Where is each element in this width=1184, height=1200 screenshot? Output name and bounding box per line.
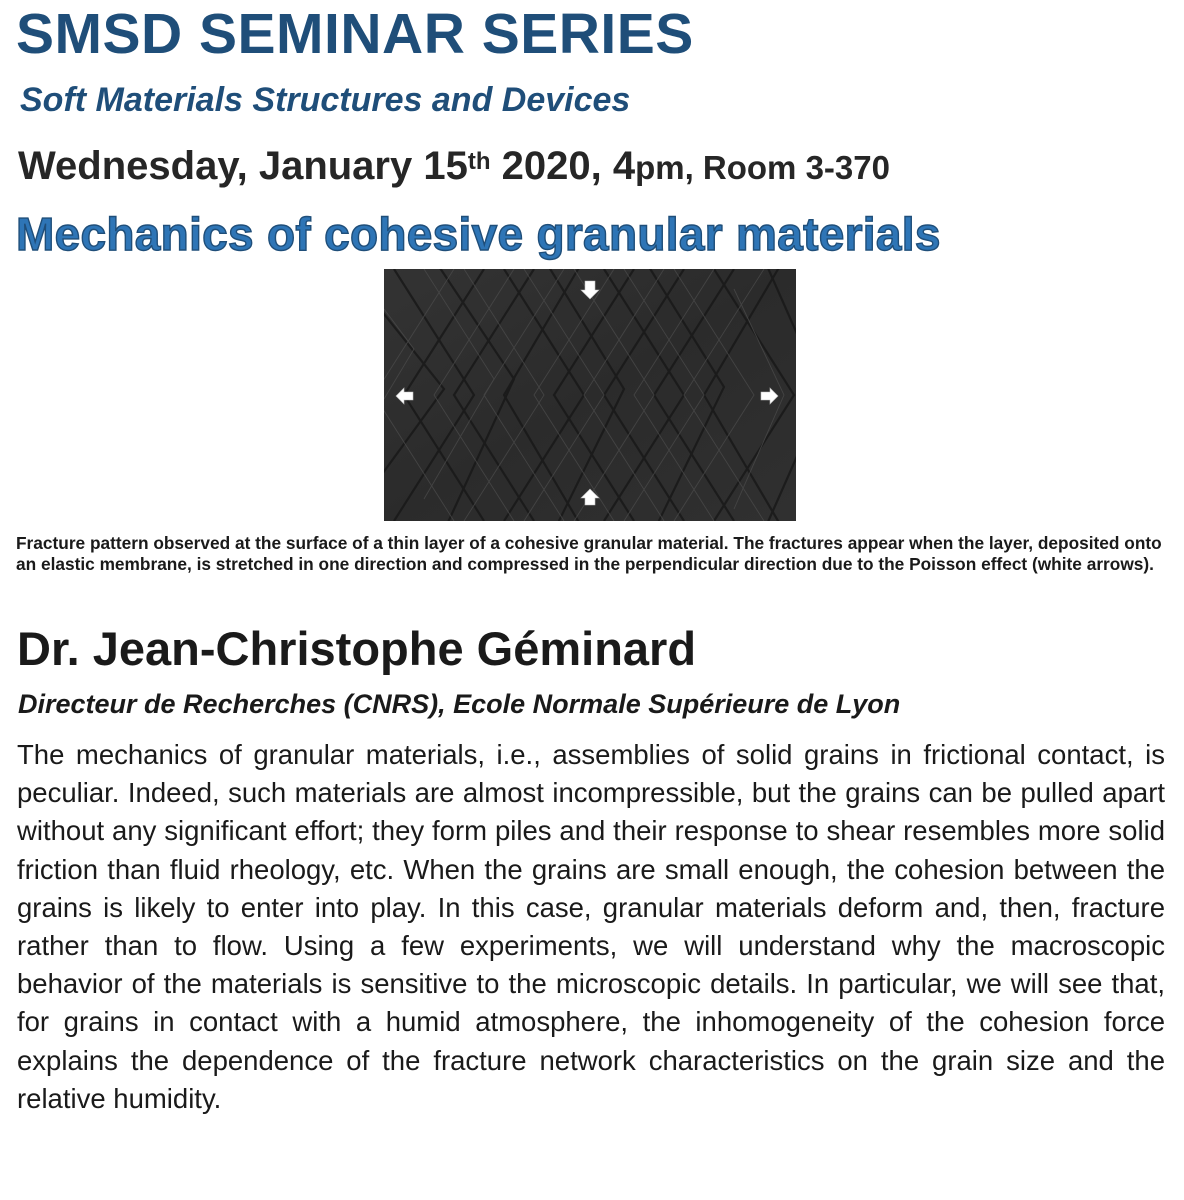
talk-title: Mechanics of cohesive granular materials (16, 208, 941, 260)
date-year-time: 2020, 4 (490, 144, 636, 188)
speaker-affiliation: Directeur de Recherches (CNRS), Ecole Normale Supérieure de Lyon (18, 689, 901, 719)
series-title: SMSD SEMINAR SERIES (16, 2, 694, 66)
date-ordinal: th (467, 148, 491, 175)
date-pm-room: pm, Room 3-370 (635, 149, 890, 186)
speaker-name: Dr. Jean-Christophe Géminard (17, 622, 697, 675)
fracture-pattern-image (384, 269, 796, 521)
series-subtitle: Soft Materials Structures and Devices (20, 81, 631, 119)
abstract-text: The mechanics of granular materials, i.e., assemblies of solid grains in frictional contact, is peculiar. Indeed, such materials are almost incompressible, but the grains can be pulled apart without any significant effort; they form piles and their response to shear resembles more solid friction than fluid rheology, etc. When the grains are small enough, the cohesion between the grains is likely to enter into play. In this case, granular materials deform and, then, fracture rather than to flow. Using a few experiments, we will understand why the macroscopic behavior of the materials is sensitive to the microscopic details. In particular, we will see that, for grains in contact with a humid atmosphere, the inhomogeneity of the cohesion force explains the dependence of the fracture network characteristics on the grain size and the relative humidity. (17, 739, 1165, 1114)
date-weekday: Wednesday, January 15 (18, 144, 468, 188)
figure-caption: Fracture pattern observed at the surface of a thin layer of a cohesive granular material. The fractures appear when the layer, deposited onto an elastic membrane, is stretched in one direction and compressed in the perpendicular direction due to the Poisson effect (white arrows). (16, 533, 1162, 574)
date-line (18, 138, 890, 196)
